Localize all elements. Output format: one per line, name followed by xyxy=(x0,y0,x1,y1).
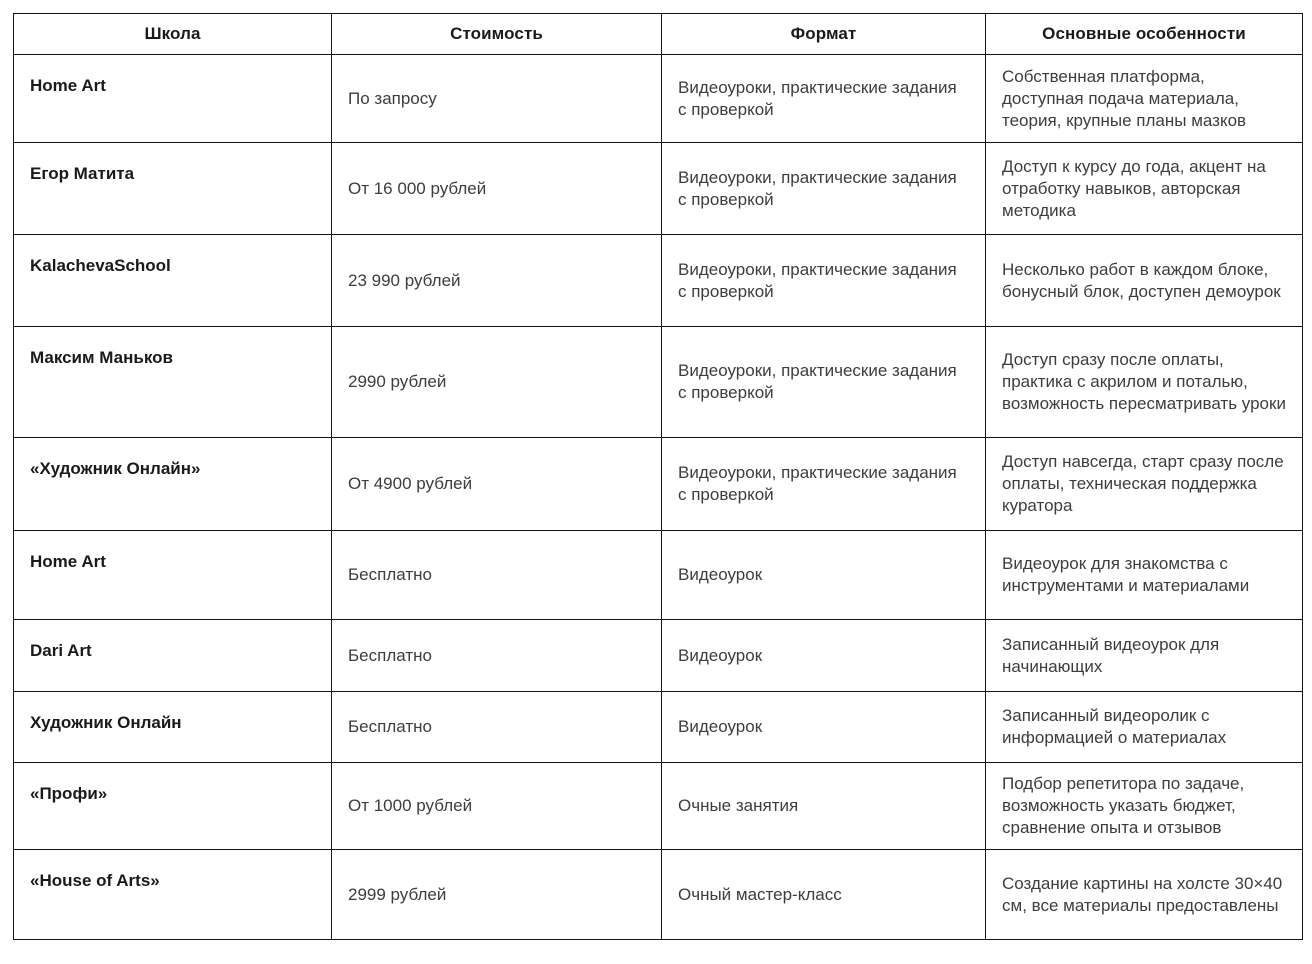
format-cell: Очный мастер-класс xyxy=(662,850,986,940)
format-cell: Видеоуроки, практические задания с проверкой xyxy=(662,143,986,235)
features-cell: Записанный видеоурок для начинающих xyxy=(986,620,1303,692)
school-name-cell: «Профи» xyxy=(14,763,332,850)
schools-comparison-table xyxy=(13,13,1303,940)
table-row xyxy=(14,327,1303,438)
table-body xyxy=(14,55,1303,940)
school-name-cell: Home Art xyxy=(14,531,332,620)
format-cell: Видеоуроки, практические задания с проверкой xyxy=(662,55,986,143)
table-row xyxy=(14,55,1303,143)
column-header-school: Школа xyxy=(14,14,332,55)
table-row xyxy=(14,235,1303,327)
format-cell: Видеоуроки, практические задания с проверкой xyxy=(662,327,986,438)
table-row xyxy=(14,763,1303,850)
format-cell: Видеоурок xyxy=(662,692,986,763)
school-name-cell: Home Art xyxy=(14,55,332,143)
features-cell: Создание картины на холсте 30×40 см, все материалы предоставлены xyxy=(986,850,1303,940)
price-cell: По запросу xyxy=(332,55,662,143)
school-name-cell: Dari Art xyxy=(14,620,332,692)
price-cell: 2999 рублей xyxy=(332,850,662,940)
school-name-cell: Максим Маньков xyxy=(14,327,332,438)
table-row xyxy=(14,531,1303,620)
table-row xyxy=(14,143,1303,235)
price-cell: Бесплатно xyxy=(332,620,662,692)
features-cell: Доступ навсегда, старт сразу после оплаты, техническая поддержка куратора xyxy=(986,438,1303,531)
features-cell: Видеоурок для знакомства с инструментами и материалами xyxy=(986,531,1303,620)
school-name-cell: Егор Матита xyxy=(14,143,332,235)
price-cell: Бесплатно xyxy=(332,692,662,763)
school-name-cell: Художник Онлайн xyxy=(14,692,332,763)
column-header-format: Формат xyxy=(662,14,986,55)
table-row xyxy=(14,850,1303,940)
price-cell: 2990 рублей xyxy=(332,327,662,438)
table-row xyxy=(14,692,1303,763)
table-header xyxy=(14,14,1303,55)
price-cell: От 4900 рублей xyxy=(332,438,662,531)
format-cell: Очные занятия xyxy=(662,763,986,850)
features-cell: Доступ к курсу до года, акцент на отработку навыков, авторская методика xyxy=(986,143,1303,235)
price-cell: 23 990 рублей xyxy=(332,235,662,327)
table-row xyxy=(14,620,1303,692)
features-cell: Записанный видеоролик с информацией о материалах xyxy=(986,692,1303,763)
header-row xyxy=(14,14,1303,55)
school-name-cell: KalachevaSchool xyxy=(14,235,332,327)
school-name-cell: «Художник Онлайн» xyxy=(14,438,332,531)
table-row xyxy=(14,438,1303,531)
features-cell: Доступ сразу после оплаты, практика с акрилом и поталью, возможность пересматривать уроки xyxy=(986,327,1303,438)
price-cell: От 16 000 рублей xyxy=(332,143,662,235)
column-header-price: Стоимость xyxy=(332,14,662,55)
features-cell: Подбор репетитора по задаче, возможность указать бюджет, сравнение опыта и отзывов xyxy=(986,763,1303,850)
school-name-cell: «House of Arts» xyxy=(14,850,332,940)
format-cell: Видеоурок xyxy=(662,531,986,620)
format-cell: Видеоурок xyxy=(662,620,986,692)
features-cell: Несколько работ в каждом блоке, бонусный блок, доступен демоурок xyxy=(986,235,1303,327)
price-cell: От 1000 рублей xyxy=(332,763,662,850)
format-cell: Видеоуроки, практические задания с проверкой xyxy=(662,235,986,327)
column-header-features: Основные особенности xyxy=(986,14,1303,55)
price-cell: Бесплатно xyxy=(332,531,662,620)
features-cell: Собственная платформа, доступная подача материала, теория, крупные планы мазков xyxy=(986,55,1303,143)
format-cell: Видеоуроки, практические задания с проверкой xyxy=(662,438,986,531)
